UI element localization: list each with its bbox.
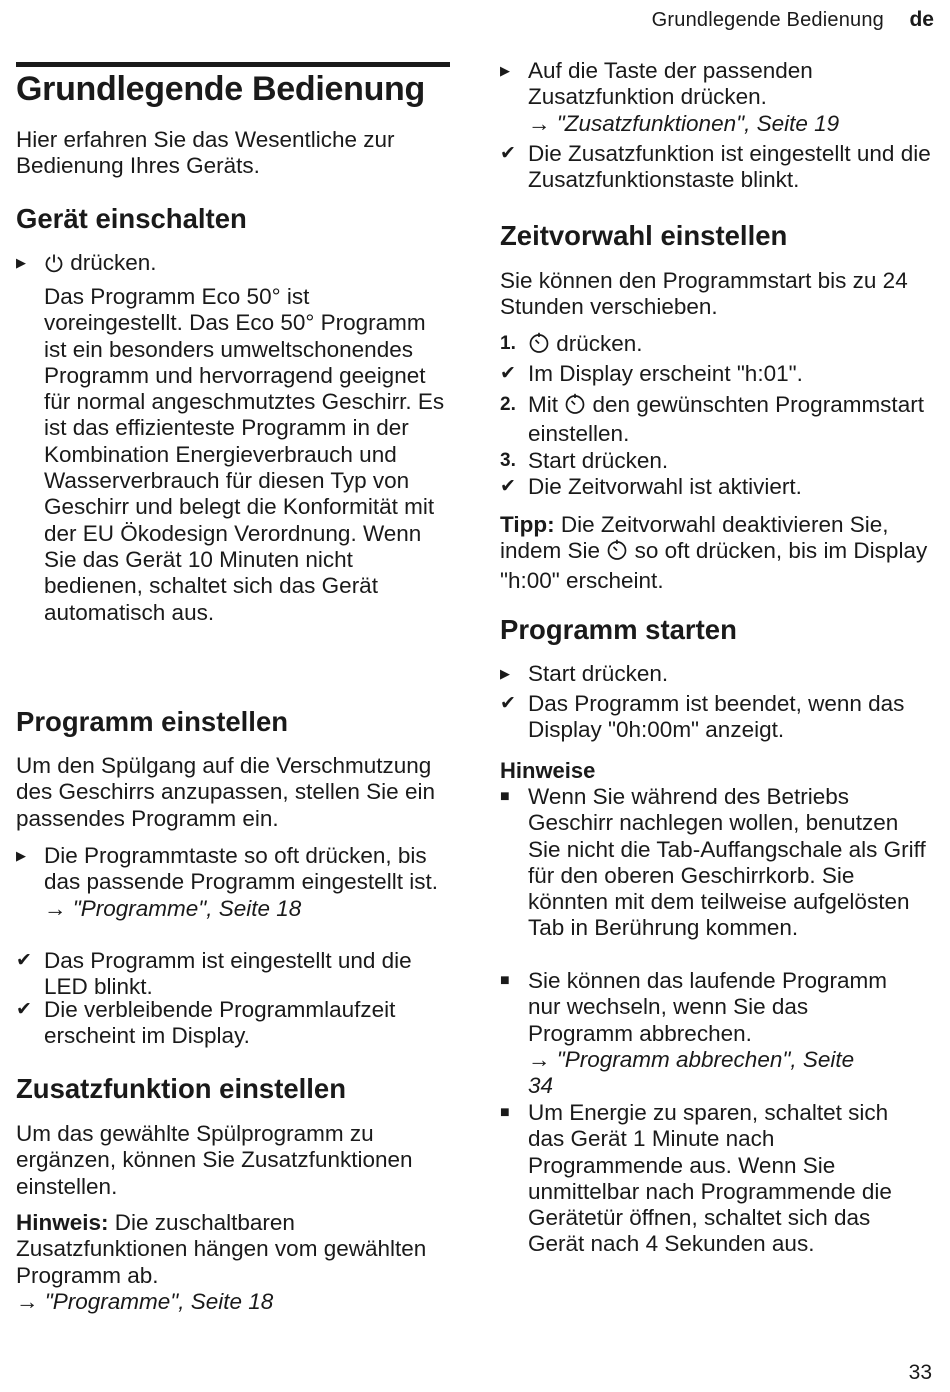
step-select-program-text: Die Programmtaste so oft drücken, bis das passende Programm eingestellt ist. (44, 843, 438, 895)
chapter-title: Grundlegende Bedienung (16, 70, 425, 108)
programm-intro: Um den Spülgang auf die Verschmutzung des Geschirrs anzupassen, stellen Sie ein passendes Programm ein. (16, 753, 435, 831)
note-3-text: Um Energie zu sparen, schaltet sich das Gerät 1 Minute nach Programmende aus. Wenn Sie unmittelbar nach Programmende die Gerätetür öffnen, schaltet sich das Gerät nach 4 Sekunden aus. (528, 1100, 892, 1257)
note-2-text: Sie können das laufende Programm nur wechseln, wenn Sie das Programm abbrechen. (528, 968, 887, 1046)
zeit-step-2 (500, 392, 940, 448)
note-2 (500, 968, 930, 1099)
checkmark-icon: ✔ (16, 999, 32, 1020)
step-triangle-icon: ▶ (16, 255, 26, 270)
heading-hinweise: Hinweise (500, 758, 596, 783)
step-triangle-icon: ▶ (16, 848, 26, 863)
zeit-result-1 (500, 361, 940, 387)
note-1 (500, 784, 930, 942)
chapter-intro: Hier erfahren Sie das Wesentliche zur Bedienung Ihres Geräts. (16, 127, 395, 179)
heading-programm-starten: Programm starten (500, 614, 737, 645)
step-triangle-icon: ▶ (500, 63, 510, 78)
zeitvorwahl-intro: Sie können den Programmstart bis zu 24 Stunden verschieben. (500, 268, 908, 320)
step-number-2: 2. (500, 394, 516, 415)
timer-icon (564, 393, 586, 421)
zeit-tipp (500, 512, 930, 594)
start-key-label: Start (528, 661, 576, 686)
eco-program-info: Das Programm Eco 50° ist voreingestellt. Das Eco 50° Programm ist ein besonders umweltschonendes Programm und hervorragend geeignet für normal angeschmutztes Geschirr. Es ist das effizienteste Programm in der Kombination Energieverbrauch und Wasserverbrauch für diesen Typ von Geschirr und belegt die Konformität mit der EU Ökodesign Verordnung. Wenn Sie das Gerät 10 Minuten nicht bedienen, schaltet sich das Gerät automatisch aus. (44, 284, 445, 625)
checkmark-icon: ✔ (500, 476, 516, 497)
step-press-zusatz-text: Auf die Taste der passenden Zusatzfunktion drücken. (528, 58, 813, 110)
result-remaining-time (16, 997, 452, 1050)
result-program-set-text: Das Programm ist eingestellt und die LED blinkt. (44, 948, 412, 1000)
power-icon (44, 253, 64, 279)
square-bullet-icon: ■ (500, 972, 510, 989)
result-remaining-time-text: Die verbleibende Programmlaufzeit erscheint im Display. (44, 997, 396, 1049)
chapter-rule (16, 62, 450, 67)
tipp-text-b: so oft drücken, bis im Display "h:00" erscheint. (500, 538, 928, 593)
zeit-step-2-text-b: den gewünschten Programmstart einstellen. (528, 392, 924, 447)
result-program-finished-text: Das Programm ist beendet, wenn das Display "0h:00m" anzeigt. (528, 691, 905, 743)
result-program-set (16, 948, 452, 1001)
link-programme-ref-2[interactable]: → "Programme", Seite 18 (16, 1288, 274, 1314)
step-press-zusatz (500, 58, 940, 137)
zeit-step-1-text: drücken. (556, 331, 643, 356)
zeit-step-3 (500, 448, 940, 474)
running-header-title: Grundlegende Bedienung (651, 9, 884, 31)
result-zusatz-set-text: Die Zusatzfunktion ist eingestellt und die Zusatzfunktionstaste blinkt. (528, 141, 931, 193)
step-number-3: 3. (500, 450, 516, 471)
heading-zeitvorwahl: Zeitvorwahl einstellen (500, 220, 788, 251)
hinweis-text: Die zuschaltbaren Zusatzfunktionen hängen vom gewählten Programm ab. (16, 1210, 427, 1288)
result-program-finished (500, 691, 940, 744)
link-zusatzfunktionen-ref[interactable]: → "Zusatzfunktionen", Seite 19 (528, 110, 840, 136)
zeit-step-3-text: drücken. (581, 448, 669, 473)
checkmark-icon: ✔ (500, 693, 516, 714)
step-power-on (16, 250, 452, 279)
tipp-text-a: Die Zeitvorwahl deaktivieren Sie, indem Sie (500, 512, 889, 564)
zeit-result-1-text: Im Display erscheint "h:01". (528, 361, 803, 386)
zusatz-intro: Um das gewählte Spülprogramm zu ergänzen, können Sie Zusatzfunktionen einstellen. (16, 1121, 413, 1199)
note-3 (500, 1100, 930, 1258)
checkmark-icon: ✔ (500, 363, 516, 384)
zeit-result-3-text: Die Zeitvorwahl ist aktiviert. (528, 474, 802, 499)
zeit-result-3 (500, 474, 940, 500)
heading-zusatzfunktion: Zusatzfunktion einstellen (16, 1073, 347, 1104)
timer-icon (528, 332, 550, 360)
step-power-text: drücken. (70, 250, 157, 275)
page-number: 33 (908, 1361, 932, 1384)
square-bullet-icon: ■ (500, 788, 510, 805)
timer-icon (606, 539, 628, 567)
step-number-1: 1. (500, 333, 516, 354)
note-1-text: Wenn Sie während des Betriebs Geschirr nachlegen wollen, benutzen Sie nicht die Tab-Auffangschale als Griff für den oberen Geschirrkorb. Sie könnten mit dem teilweise aufgelösten Tab in Berührung kommen. (528, 784, 926, 941)
checkmark-icon: ✔ (500, 143, 516, 164)
heading-geraet-einschalten: Gerät einschalten (16, 203, 247, 234)
step-start-text: drücken. (581, 661, 669, 686)
zeit-step-1 (500, 331, 940, 360)
link-programme-ref[interactable]: → "Programme", Seite 18 (44, 895, 302, 921)
step-start (500, 661, 940, 687)
step-triangle-icon: ▶ (500, 666, 510, 681)
square-bullet-icon: ■ (500, 1104, 510, 1121)
language-code: de (909, 8, 934, 31)
start-key-label: Start (528, 448, 576, 473)
tipp-label: Tipp: (500, 512, 555, 537)
link-programm-abbrechen-ref[interactable]: → "Programm abbrechen", Seite 34 (528, 1046, 855, 1099)
heading-programm-einstellen: Programm einstellen (16, 706, 289, 737)
step-select-program (16, 843, 452, 922)
checkmark-icon: ✔ (16, 950, 32, 971)
zeit-step-2-text-a: Mit (528, 392, 558, 417)
zusatz-hinweis (16, 1210, 436, 1315)
hinweis-label: Hinweis: (16, 1210, 109, 1235)
result-zusatz-set (500, 141, 940, 194)
